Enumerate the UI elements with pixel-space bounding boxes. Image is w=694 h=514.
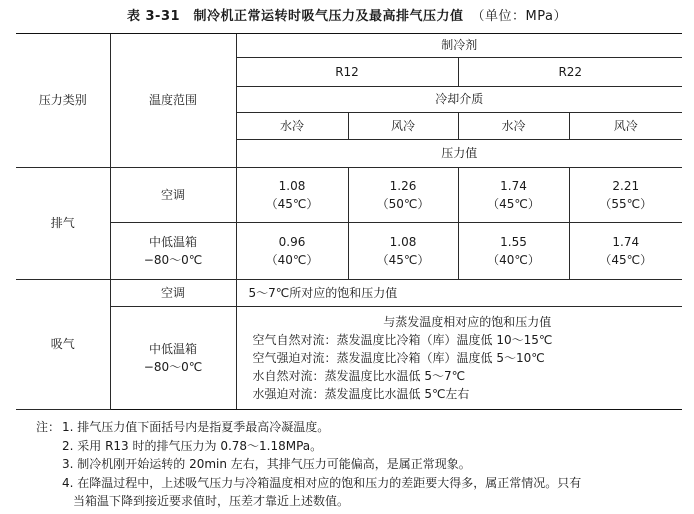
- discharge-cell: [569, 223, 682, 280]
- discharge-label: 排气: [16, 168, 110, 280]
- note-text: 3. 制冷机刚开始运转的 20min 左右，其排气压力可能偏高，是属正常现象。: [62, 457, 471, 471]
- condensing-temp: （40℃）: [265, 253, 319, 267]
- pressure-value: 1.26: [389, 179, 417, 193]
- condensing-temp: （50℃）: [376, 197, 430, 211]
- suction-low-temp-values: [236, 307, 682, 410]
- discharge-range-low-temp: [110, 223, 236, 280]
- note-text: 2. 采用 R13 时的排气压力为 0.78～1.18MPa。: [62, 438, 323, 453]
- suction-low-line: 水自然对流：蒸发温度比水温低 5～7℃: [252, 369, 466, 383]
- discharge-cell: [348, 223, 458, 280]
- pressure-value: 2.21: [612, 179, 640, 193]
- pressure-value: 1.08: [278, 179, 306, 193]
- suction-low-head: 与蒸发温度相对应的饱和压力值: [383, 315, 552, 329]
- table-title: [0, 5, 694, 27]
- condensing-temp: （40℃）: [487, 253, 540, 267]
- suction-range-ac: 空调: [110, 280, 236, 307]
- header-r22: R22: [458, 58, 682, 87]
- note-text: 1. 排气压力值下面括号内是指夏季最高冷凝温度。: [62, 420, 330, 434]
- header-pressure-value: 压力值: [236, 140, 682, 168]
- discharge-cell: [236, 168, 348, 223]
- header-pressure-type: 压力类别: [16, 34, 110, 168]
- suction-low-line: 水强迫对流：蒸发温度比水温低 5℃左右: [252, 387, 470, 401]
- range-text: 空调: [160, 187, 185, 202]
- header-cooling-medium: 冷却介质: [236, 87, 682, 113]
- suction-low-line: 空气强迫对流：蒸发温度比冷箱（库）温度低 5～10℃: [252, 351, 545, 365]
- pressure-value: 1.74: [500, 179, 527, 193]
- note-item: [36, 437, 686, 456]
- header-r22-water: 水冷: [458, 113, 569, 140]
- note-item: [36, 455, 686, 474]
- discharge-cell: [569, 168, 682, 223]
- note-item: [36, 474, 686, 493]
- header-r12-water: 水冷: [236, 113, 348, 140]
- table-unit: （单位：MPa）: [471, 9, 567, 24]
- header-r12-air: 风冷: [348, 113, 458, 140]
- range-text: 中低温箱: [148, 235, 197, 249]
- discharge-cell: [458, 223, 569, 280]
- discharge-range-ac: [110, 168, 236, 223]
- suction-low-line: 空气自然对流：蒸发温度比冷箱（库）温度低 10～15℃: [252, 333, 553, 347]
- notes-prefix: 注：: [36, 420, 61, 434]
- range-text: 中低温箱: [148, 342, 197, 356]
- range-temp: −80～0℃: [143, 253, 203, 267]
- pressure-value: 1.55: [500, 235, 527, 249]
- discharge-cell: [236, 223, 348, 280]
- header-refrigerant: 制冷剂: [236, 34, 682, 58]
- condensing-temp: （55℃）: [599, 197, 653, 211]
- suction-ac-value: 5～7℃所对应的饱和压力值: [236, 280, 682, 307]
- note-item: [36, 418, 686, 437]
- pressure-value: 1.74: [612, 235, 640, 249]
- table-title-text: 表 3-31 制冷机正常运转时吸气压力及最高排气压力值: [126, 9, 464, 24]
- range-temp: −80～0℃: [143, 360, 203, 374]
- condensing-temp: （45℃）: [265, 197, 319, 211]
- pressure-value: 0.96: [278, 235, 306, 249]
- discharge-cell: [458, 168, 569, 223]
- condensing-temp: （45℃）: [599, 253, 653, 267]
- condensing-temp: （45℃）: [487, 197, 540, 211]
- note-text: 4. 在降温过程中，上述吸气压力与冷箱温度相对应的饱和压力的差距要大得多，属正常情况。只有: [62, 475, 582, 490]
- table-notes: [36, 418, 686, 511]
- header-r12: R12: [236, 58, 458, 87]
- discharge-cell: [348, 168, 458, 223]
- pressure-value: 1.08: [389, 235, 417, 249]
- pressure-table: [16, 33, 682, 410]
- suction-range-low-temp: [110, 307, 236, 410]
- header-temp-range: 温度范围: [110, 34, 236, 168]
- suction-label: 吸气: [16, 280, 110, 410]
- note-continuation: 当箱温下降到接近要求值时，压差才靠近上述数值。: [73, 494, 350, 508]
- condensing-temp: （45℃）: [376, 253, 430, 267]
- header-r22-air: 风冷: [569, 113, 682, 140]
